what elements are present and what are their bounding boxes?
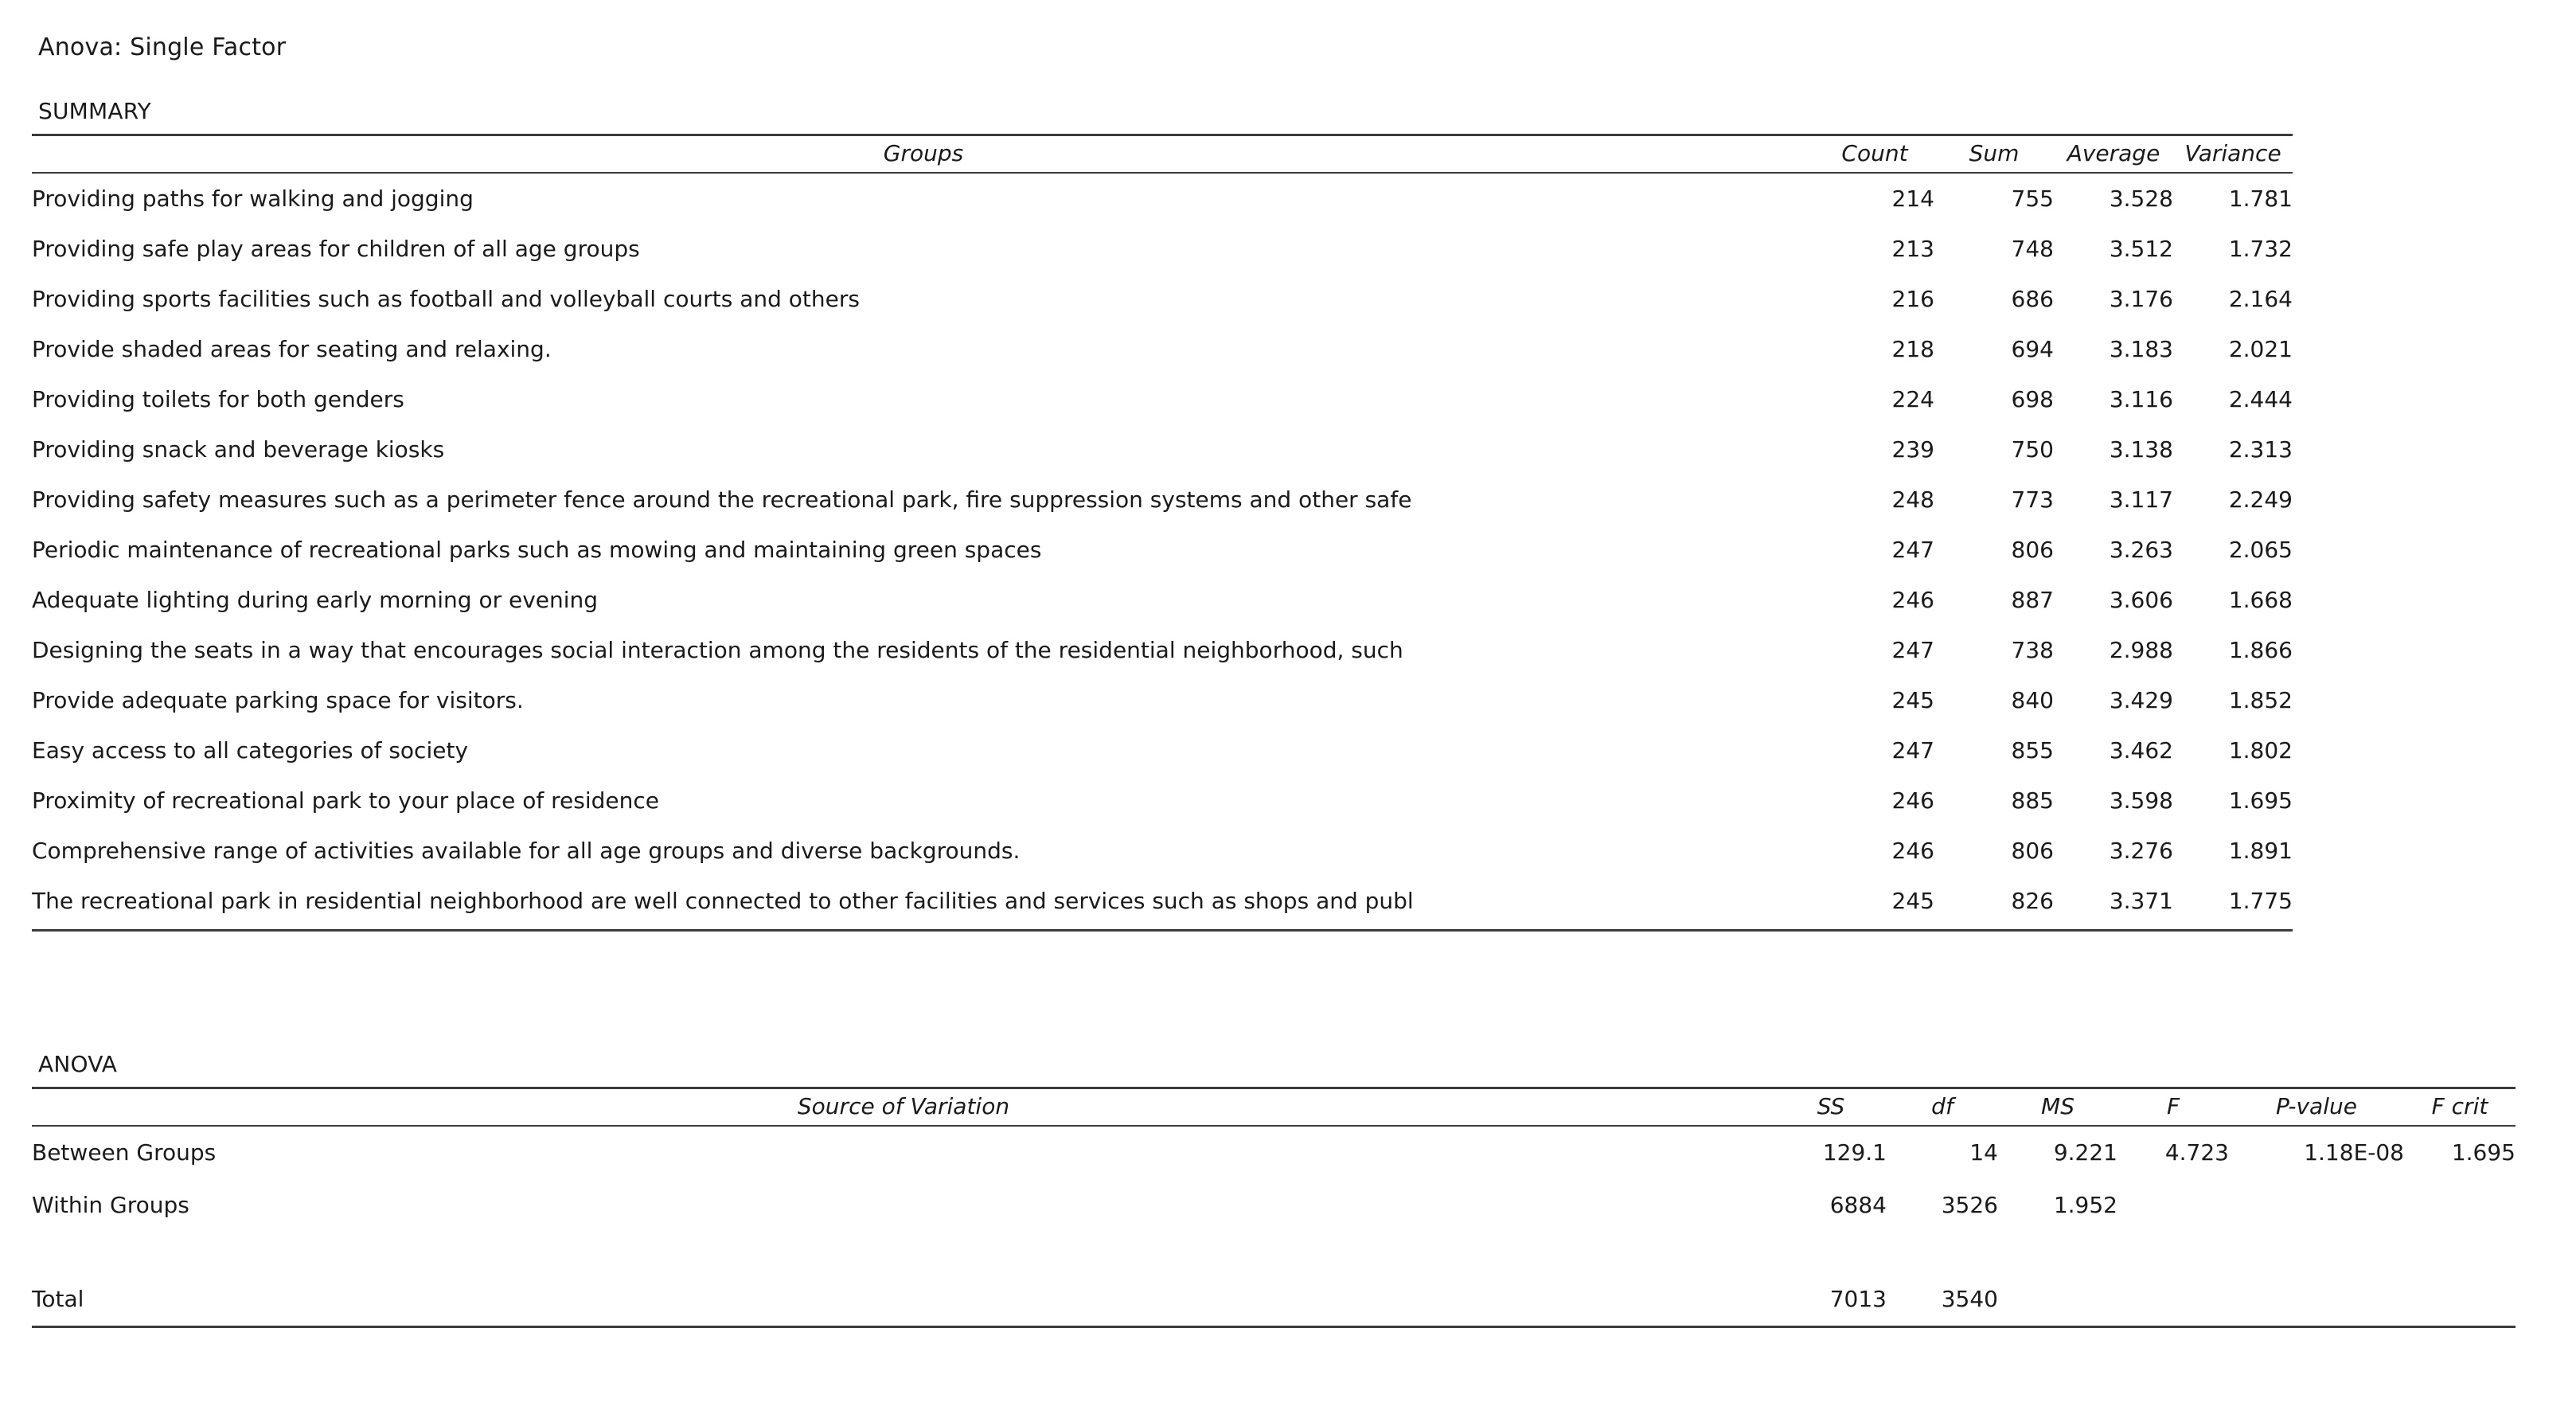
summary-cell-sum: 698 [2011,386,2054,412]
anova-cell-ss: 7013 [1829,1286,1887,1312]
table-row [32,274,2293,324]
summary-cell-variance: 2.249 [2228,486,2293,513]
summary-cell-sum: 773 [2011,486,2054,513]
summary-cell-group: Providing snack and beverage kiosks [32,436,445,463]
anova-header-source: Source of Variation [797,1093,1010,1119]
anova-header-row [32,1088,2516,1127]
anova-cell-ms: 9.221 [2053,1139,2117,1166]
anova-table [32,1087,2516,1328]
summary-cell-sum: 885 [2011,787,2054,814]
summary-cell-group: Provide shaded areas for seating and relaxing. [32,336,552,362]
anova-cell-source: Within Groups [32,1192,189,1218]
table-row [32,424,2293,475]
anova-cell-source: Total [32,1286,84,1312]
anova-cell-f [2117,1179,2229,1232]
table-row-spacer [32,1232,2516,1273]
anova-header-f: F [2166,1093,2180,1119]
table-row [32,775,2293,826]
summary-cell-variance: 1.802 [2228,737,2293,764]
summary-cell-count: 248 [1891,486,1934,513]
table-row [32,625,2293,675]
anova-section-label: ANOVA [38,1051,118,1077]
summary-cell-count: 214 [1891,186,1934,212]
table-row [32,324,2293,374]
summary-cell-average: 3.429 [2109,687,2173,713]
summary-cell-count: 246 [1891,838,1934,864]
summary-cell-average: 3.138 [2109,436,2173,463]
anova-cell-df: 3540 [1941,1286,1998,1312]
summary-cell-average: 3.462 [2109,737,2173,764]
summary-cell-sum: 750 [2011,436,2054,463]
summary-cell-variance: 2.021 [2228,336,2293,362]
summary-cell-sum: 840 [2011,687,2054,713]
summary-cell-variance: 1.775 [2228,888,2293,914]
summary-table [32,134,2293,932]
anova-cell-df [1887,1232,1998,1273]
anova-header-ms: MS [2041,1093,2074,1119]
anova-header-df: df [1931,1093,1953,1119]
summary-cell-variance: 2.444 [2228,386,2293,412]
summary-cell-sum: 806 [2011,838,2054,864]
summary-section-label: SUMMARY [38,98,151,124]
summary-header-count: Count [1841,140,1908,166]
anova-cell-ss: 6884 [1829,1192,1887,1218]
table-row [32,675,2293,725]
summary-cell-average: 3.263 [2109,537,2173,563]
anova-cell-source [32,1232,1775,1273]
anova-section [0,1051,2576,1328]
anova-header-ss: SS [1817,1093,1845,1119]
table-row [32,725,2293,775]
summary-cell-group: Proximity of recreational park to your place of residence [32,787,659,814]
summary-cell-average: 3.512 [2109,236,2173,262]
summary-cell-sum: 826 [2011,888,2054,914]
summary-cell-variance: 1.781 [2228,186,2293,212]
summary-cell-variance: 1.695 [2228,787,2293,814]
summary-cell-sum: 887 [2011,587,2054,613]
anova-cell-f: 4.723 [2164,1139,2229,1166]
anova-cell-fcrit [2404,1179,2516,1232]
anova-cell-ss: 129.1 [1822,1139,1887,1166]
table-row [32,1179,2516,1232]
table-row [32,1126,2516,1179]
summary-cell-sum: 738 [2011,637,2054,663]
summary-cell-group: Easy access to all categories of society [32,737,469,764]
summary-cell-count: 216 [1891,286,1934,312]
anova-cell-fcrit [2404,1273,2516,1327]
summary-cell-group: Provide adequate parking space for visitors. [32,687,524,713]
anova-cell-f [2117,1232,2229,1273]
summary-cell-group: Providing safety measures such as a perimeter fence around the recreational park, fire suppression systems and other safe [32,486,1412,513]
anova-header-fcrit: F crit [2431,1093,2488,1119]
summary-cell-count: 245 [1891,687,1934,713]
summary-cell-count: 246 [1891,587,1934,613]
anova-cell-fcrit: 1.695 [2451,1139,2516,1166]
summary-cell-average: 3.117 [2109,486,2173,513]
summary-cell-average: 3.116 [2109,386,2173,412]
summary-table-body [32,173,2293,931]
summary-cell-group: Adequate lighting during early morning or evening [32,587,599,613]
summary-cell-count: 247 [1891,737,1934,764]
summary-cell-average: 3.598 [2109,787,2173,814]
summary-cell-count: 218 [1891,336,1934,362]
summary-header-sum: Sum [1969,140,2020,166]
anova-cell-pvalue [2229,1232,2404,1273]
summary-cell-variance: 1.866 [2228,637,2293,663]
summary-cell-average: 3.176 [2109,286,2173,312]
anova-cell-df: 3526 [1941,1192,1998,1218]
table-row [32,525,2293,575]
summary-cell-count: 247 [1891,537,1934,563]
page-title: Anova: Single Factor [38,33,287,61]
summary-cell-variance: 2.164 [2228,286,2293,312]
summary-cell-average: 3.183 [2109,336,2173,362]
summary-cell-group: Designing the seats in a way that encourages social interaction among the residents of the residential neighborhood, such [32,637,1403,663]
table-row [32,575,2293,625]
summary-cell-average: 3.276 [2109,838,2173,864]
summary-section [0,98,2576,932]
summary-cell-sum: 755 [2011,186,2054,212]
summary-cell-sum: 855 [2011,737,2054,764]
anova-cell-fcrit [2404,1232,2516,1273]
anova-cell-ms [1998,1232,2117,1273]
summary-cell-count: 213 [1891,236,1934,262]
table-row [32,173,2293,224]
summary-header-row [32,135,2293,174]
summary-cell-variance: 1.891 [2228,838,2293,864]
summary-cell-sum: 694 [2011,336,2054,362]
anova-cell-pvalue: 1.18E-08 [2304,1139,2404,1166]
summary-cell-group: Comprehensive range of activities available for all age groups and diverse backgrounds. [32,838,1021,864]
summary-header-variance: Variance [2184,140,2281,166]
anova-table-head [32,1088,2516,1127]
table-row [32,826,2293,876]
summary-cell-average: 2.988 [2109,637,2173,663]
summary-cell-count: 247 [1891,637,1934,663]
summary-cell-variance: 1.668 [2228,587,2293,613]
anova-cell-ss [1775,1232,1887,1273]
summary-cell-group: Providing sports facilities such as football and volleyball courts and others [32,286,860,312]
summary-cell-sum: 806 [2011,537,2054,563]
anova-cell-pvalue [2229,1179,2404,1232]
anova-header-pvalue: P-value [2276,1093,2357,1119]
summary-header-average: Average [2067,140,2160,166]
summary-cell-group: The recreational park in residential neighborhood are well connected to other facilities and services such as shops and publ [32,888,1414,914]
summary-cell-average: 3.371 [2109,888,2173,914]
summary-cell-variance: 1.852 [2228,687,2293,713]
summary-cell-sum: 686 [2011,286,2054,312]
summary-header-groups: Groups [883,140,964,166]
summary-cell-count: 245 [1891,888,1934,914]
table-row [32,475,2293,525]
summary-cell-group: Providing safe play areas for children of all age groups [32,236,640,262]
summary-cell-count: 224 [1891,386,1934,412]
summary-cell-count: 246 [1891,787,1934,814]
table-row [32,876,2293,931]
anova-cell-pvalue [2229,1273,2404,1327]
anova-table-body [32,1126,2516,1327]
table-row [32,224,2293,274]
summary-cell-variance: 1.732 [2228,236,2293,262]
anova-cell-df: 14 [1969,1139,1998,1166]
summary-cell-variance: 2.065 [2228,537,2293,563]
summary-cell-average: 3.528 [2109,186,2173,212]
summary-cell-count: 239 [1891,436,1934,463]
summary-cell-variance: 2.313 [2228,436,2293,463]
table-row [32,1273,2516,1327]
summary-cell-group: Providing toilets for both genders [32,386,404,412]
anova-cell-ms: 1.952 [2053,1192,2117,1218]
anova-cell-ms [1998,1273,2117,1327]
summary-cell-group: Providing paths for walking and jogging [32,186,474,212]
summary-cell-average: 3.606 [2109,587,2173,613]
summary-cell-sum: 748 [2011,236,2054,262]
summary-table-head [32,135,2293,174]
summary-cell-group: Periodic maintenance of recreational parks such as mowing and maintaining green spaces [32,537,1042,563]
anova-cell-source: Between Groups [32,1139,217,1166]
table-row [32,374,2293,424]
anova-cell-f [2117,1273,2229,1327]
